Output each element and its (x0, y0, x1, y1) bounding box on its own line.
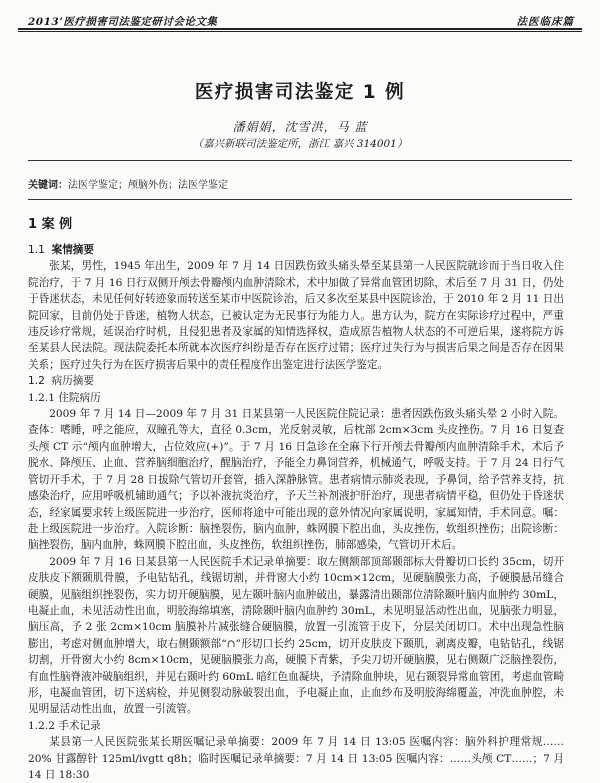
article-affiliation: （嘉兴新联司法鉴定所，浙江 嘉兴 314001） (192, 138, 408, 150)
orders-paragraph: 某县第一人民医院张某长期医嘱记录单摘要：2009 年 7 月 14 日 13:05 医嘱内容：脑外科护理常规……20% 甘露醇针 125ml/ivgtt q8h；临时医嘱记录单摘要：7 月 14 日 13:05 医嘱内容：……头颅 CT……；7 月 14 日 18:30 (28, 736, 564, 781)
surgery-record-paragraph: 2009 年 7 月 16 日某县第一人民医院手术记录单摘要：取左侧额部顶部颞部标大骨瓣切口长约 35cm，切开皮肤皮下额颞肌骨膜，予电钻钻孔，线锯切割，并骨窗大小约 10cm×12cm，见硬脑膜张力高，予硬膜悬吊缝合硬膜，见脑组织挫裂伤，实力切开硬脑膜，见左颞叶脑内血肿破出，暴露清出颞部位清除颞叶脑内血肿约 30mL，电凝止血，未见活动性出血，明胶海绵填塞，清除颞叶脑内血肿约 30mL，未见明显活动性出血，见脑张力明显，脑压高，予 2 张 2cm×10cm 脑膜补片减张缝合硬脑膜，放置一引流管于皮下，分层关闭切口。术中出现急性脑膨出，考虑对侧血肿增大，取右侧颞额部“∩”形切口长约 25cm，切开皮肤皮下颞肌，剥离皮瓣，电钻钻孔，线锯切割，开骨窗大小约 8cm×10cm，见硬脑膜张力高，硬膜下青紫，予尖刀切开硬脑膜，见右侧颞广泛脑挫裂伤，有血性脑脊液冲破脑组织，并见右颞叶约 60mL 暗红色血凝块，予清除血肿块，见右颞裂异常血管团，考虑血管畸形，电凝血管团，切下送病检，并见侧裂动脉破裂出血，予电凝止血，止血纱布及明胶海绵覆盖，冲洗血肿腔，未见明显活动性出血，放置一引流管。 (28, 555, 564, 716)
hospital-record-paragraph: 2009 年 7 月 14 日—2009 年 7 月 31 日某县第一人民医院住院记录：患者因跌伤致头痛头晕 2 小时入院。查体：嗜睡，呼之能应，双瞳孔等大，直径 0.3cm，光反射灵敏，后枕部 2cm×3cm 头皮挫伤。7 月 16 日复查头颅 CT 示“颅内血肿增大，占位效应(+)”。于 7 月 16 日急诊在全麻下行开颅去骨瓣颅内血肿清除手术，术后予脱水、降颅压、止血、营养脑细胞治疗，醒脑治疗，予能全力鼻饲营养，机械通气，呼吸支持。于 7 月 24 日行气管切开手术，于 7 月 28 日拔除气管切开套管，插入深静脉管。患者病情示肺炎表现，予鼻饲，给予营养支持，抗感染治疗，应用呼吸机辅助通气；予以补液抗炎治疗，予天兰补剂液护肝治疗，现患者病情平稳，但仍处于昏迷状态，经家属要求转上级医院进一步治疗，医师将途中可能出现的意外情况向家属说明，家属知情，手术同意。嘱：赴上级医院进一步治疗。入院诊断：脑挫裂伤，脑内血肿，蛛网膜下腔出血，头皮挫伤，软组织挫伤；出院诊断：脑挫裂伤，脑内血肿，蛛网膜下腔出血，头皮挫伤，软组织挫伤，肺部感染，气管切开术后。 (28, 408, 564, 552)
subsubsection-title: 手术记录 (58, 719, 101, 732)
running-header (18, 10, 582, 30)
subsection-heading (28, 373, 564, 389)
section-name: 法医临床篇 (516, 16, 574, 28)
keywords-label: 关键词： (28, 180, 68, 191)
subsubsection-heading (28, 718, 564, 734)
article-title: 医疗损害司法鉴定 1 例 (194, 82, 406, 103)
keywords-text: 法医学鉴定；颅脑外伤；法医学鉴定 (68, 180, 228, 191)
subsection-heading (28, 242, 564, 258)
article-body (28, 216, 564, 783)
article-authors: 潘娟娟，沈雪洪，马 蓝 (232, 120, 368, 134)
section-heading: 1 案 例 (28, 217, 73, 232)
divider-bottom (28, 199, 572, 200)
keywords-line (28, 176, 572, 191)
journal-name: 2013’医疗损害司法鉴定研讨会论文集 (28, 16, 218, 28)
case-summary-paragraph: 张某，男性，1945 年出生，2009 年 7 月 14 日因跌伤致头痛头晕至某县第一人民医院就诊而于当日收入住院治疗，于 7 月 16 日行双侧开颅去骨瓣颅内血肿清除术，术中加做了异常血管团切除，术后至 7 月 31 日，仍处于昏迷状态，未见任何好转迹象而转送至某市中医院诊治，后又多次至某县中医院诊治，于 2010 年 2 月 11 日出院回家，目前仍处于昏迷，植物人状态，已被认定为无民事行为能力人。患方认为，院方在实际诊疗过程中，严重违反诊疗常规，延误治疗时机，且侵犯患者及家属的知情选择权，造成原告植物人状态的不可逆后果，遂将院方诉至某县人民法院。现法院委托本所就本次医疗纠纷是否存在医疗过错；医疗过失行为与损害后果之间是否存在因果关系；医疗过失行为在医疗损害后果中的责任程度作出鉴定进行法医学鉴定。 (28, 260, 564, 371)
subsection-number: 1.2 (28, 375, 45, 388)
subsection-title: 病历摘要 (51, 375, 94, 388)
subsection-number: 1.1 (28, 244, 45, 256)
subsubsection-number: 1.2.2 (28, 719, 55, 732)
subsection-title: 案情摘要 (51, 244, 94, 256)
subsubsection-number: 1.2.1 (28, 391, 55, 404)
header-rule (18, 28, 582, 32)
subsubsection-heading (28, 390, 564, 406)
subsubsection-title: 住院病历 (58, 391, 101, 404)
divider-top (28, 160, 572, 161)
